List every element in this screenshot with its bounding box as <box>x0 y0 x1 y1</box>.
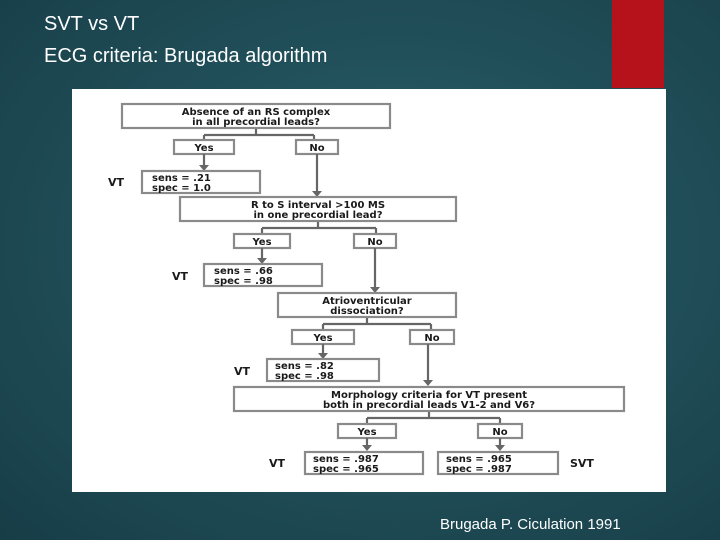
question-3-box <box>278 293 456 317</box>
question-4-box <box>234 387 624 411</box>
question-4-line2: both in precordial leads V1-2 and V6? <box>322 400 536 411</box>
final-no-spec: spec = .987 <box>446 464 512 475</box>
final-yes-box <box>305 452 423 475</box>
q2-yes-box <box>234 234 290 248</box>
q4-no-label: No <box>492 427 508 438</box>
red-accent-bar <box>612 0 664 88</box>
citation: Brugada P. Ciculation 1991 <box>440 516 621 533</box>
q1-spec: spec = 1.0 <box>152 183 211 194</box>
q3-yes-label: Yes <box>313 333 333 344</box>
q1-sens: sens = .21 <box>152 173 211 184</box>
q4-yes-arrowhead <box>362 445 372 451</box>
question-2-line1: R to S interval >100 MS <box>250 200 386 211</box>
q1-yes-box <box>174 140 234 154</box>
q3-yes-box <box>292 330 354 344</box>
q1-no-label: No <box>309 143 325 154</box>
q2-result-box <box>204 264 322 287</box>
q2-yes-label: Yes <box>252 237 272 248</box>
final-yes-label: VT <box>269 457 286 470</box>
final-yes-sens: sens = .987 <box>313 454 379 465</box>
question-1-box <box>122 104 390 128</box>
q1-result-label: VT <box>108 176 125 189</box>
slide-title: SVT vs VT <box>44 13 140 35</box>
q1-result-box <box>142 171 260 194</box>
q4-no-arrowhead <box>495 445 505 451</box>
q3-spec: spec = .98 <box>275 371 334 382</box>
q2-spec: spec = .98 <box>214 276 273 287</box>
question-1-line2: in all precordial leads? <box>192 117 320 128</box>
q3-result-label: VT <box>234 365 251 378</box>
algorithm-image-panel <box>72 89 666 492</box>
q2-sens: sens = .66 <box>214 266 273 277</box>
brugada-flowchart <box>72 89 666 492</box>
q1-no-box <box>296 140 338 154</box>
final-yes-spec: spec = .965 <box>313 464 379 475</box>
q4-no-box <box>478 424 522 438</box>
q3-no-box <box>410 330 454 344</box>
q2-result-label: VT <box>172 270 189 283</box>
q4-yes-label: Yes <box>357 427 377 438</box>
q3-sens: sens = .82 <box>275 361 334 372</box>
question-3-line1: Atrioventricular <box>322 296 412 307</box>
slide-subtitle: ECG criteria: Brugada algorithm <box>44 45 328 67</box>
question-1-line1: Absence of an RS complex <box>181 107 331 118</box>
q2-no-box <box>354 234 396 248</box>
final-no-label: SVT <box>570 457 594 470</box>
final-no-sens: sens = .965 <box>446 454 512 465</box>
question-3-line2: dissociation? <box>330 306 404 317</box>
question-4-line1: Morphology criteria for VT present <box>331 390 527 401</box>
question-2-line2: in one precordial lead? <box>253 210 383 221</box>
final-no-box <box>438 452 558 475</box>
q4-yes-box <box>338 424 396 438</box>
q1-yes-label: Yes <box>194 143 214 154</box>
question-2-box <box>180 197 456 221</box>
q3-no-arrowhead <box>423 380 433 386</box>
q3-result-box <box>267 359 379 382</box>
q2-no-label: No <box>367 237 383 248</box>
q3-no-label: No <box>424 333 440 344</box>
